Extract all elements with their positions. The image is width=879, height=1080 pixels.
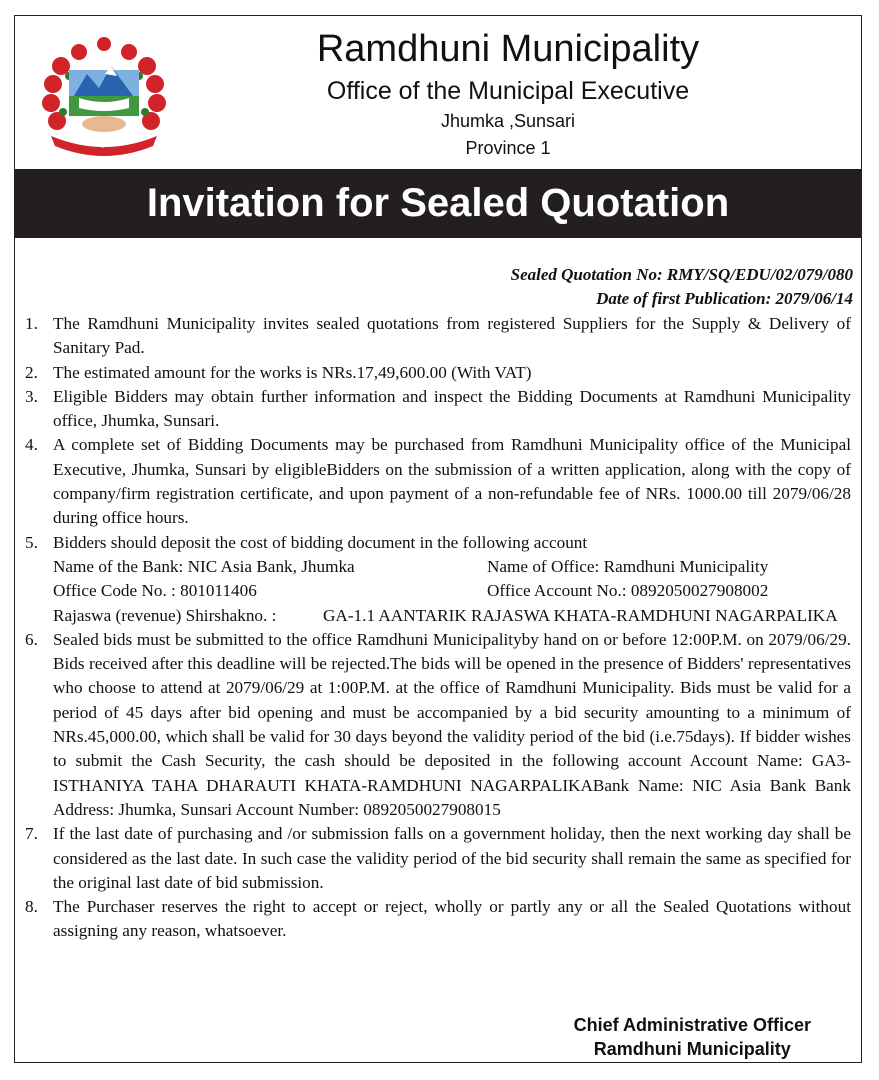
office-address: Jhumka ,Sunsari: [440, 111, 576, 131]
office-code: Office Code No. : 801011406: [53, 581, 257, 601]
quotation-number: Sealed Quotation No: RMY/SQ/EDU/02/079/080: [510, 265, 853, 284]
list-item: 2. The estimated amount for the works is NRs.17,49,600.00 (With VAT): [25, 362, 532, 382]
office-name-field: Name of Office: Ramdhuni Municipality: [487, 556, 769, 576]
bank-details-row: [25, 579, 851, 603]
notice-frame: [14, 15, 862, 1063]
office-account: Office Account No.: 0892050027908002: [487, 581, 769, 601]
office-name: Office of the Municipal Executive: [326, 77, 690, 105]
rajaswa-value: GA-1.1 AANTARIK RAJASWA KHATA-RAMDHUNI NAGARPALIKA: [323, 605, 838, 625]
bank-name: Name of the Bank: NIC Asia Bank, Jhumka: [53, 556, 355, 576]
signature-block: [574, 1013, 811, 1061]
list-item: 1. The Ramdhuni Municipality invites sealed quotations from registered Suppliers for the Supply & Delivery of Sanitary Pad.: [25, 314, 851, 358]
nepal-emblem-icon: [39, 36, 169, 156]
list-item: 7. If the last date of purchasing and /or submission falls on a government holiday, then the next working day shall be considered as the last date. In such case the validity period of the bid security shall remain the same as specified for the original last date of bid submission.: [25, 824, 851, 892]
signatory-office: Ramdhuni Municipality: [593, 1039, 791, 1059]
rajaswa-row: [25, 604, 851, 628]
list-item: 4. A complete set of Bidding Documents may be purchased from Ramdhuni Municipality office of the Municipal Executive, Jhumka, Sunsari by eligibleBidders on the submission of a written application, along with the copy of company/firm registration certificate, and upon payment of a non-refundable fee of NRs. 1000.00 till 2079/06/28 during office hours.: [25, 435, 851, 528]
municipality-title: Ramdhuni Municipality: [316, 28, 700, 70]
notice-body: [25, 312, 851, 944]
bank-details-row: [25, 555, 851, 579]
list-item: 6. Sealed bids must be submitted to the office Ramdhuni Municipalityby hand on or before 12:00P.M. on 2079/06/29. Bids received after this deadline will be rejected.The bids will be opened in the presence of Bidders' representatives who choose to attend at 2079/06/29 at 1:00P.M. at the office of Ramdhuni Municipality. Bids must be valid for a period of 45 days after bid opening and must be accompanied by a bid security amounting to a minimum of NRs.45,000.00, which shall be valid for 30 days beyond the validity period of the bid (i.e.75days). If bidder wishes to submit the Cash Security, the cash should be deposited in the following account Account Name: GA3-ISTHANIYA TAHA DHARAUTI KHATA-RAMDHUNI NAGARPALIKABank Name: NIC Asia Bank Bank Address: Jhumka, Sunsari Account Number: 0892050027908015: [25, 629, 851, 819]
rajaswa-label: Rajaswa (revenue) Shirshakno. :: [53, 605, 277, 625]
notice-banner: Invitation for Sealed Quotation: [15, 169, 861, 238]
list-item: 8. The Purchaser reserves the right to accept or reject, wholly or partly any or all the Sealed Quotations without assigning any reason, whatsoever.: [25, 897, 851, 941]
signatory-title: Chief Administrative Officer: [573, 1015, 811, 1035]
list-item: 5. Bidders should deposit the cost of bidding document in the following account: [25, 532, 588, 552]
province-label: Province 1: [465, 138, 551, 158]
publication-date: Date of first Publication: 2079/06/14: [596, 289, 853, 308]
svg-text:ॐ: ॐ: [100, 142, 108, 150]
list-item: 3. Eligible Bidders may obtain further information and inspect the Bidding Documents at Ramdhuni Municipality office, Jhumka, Sunsari.: [25, 386, 851, 431]
